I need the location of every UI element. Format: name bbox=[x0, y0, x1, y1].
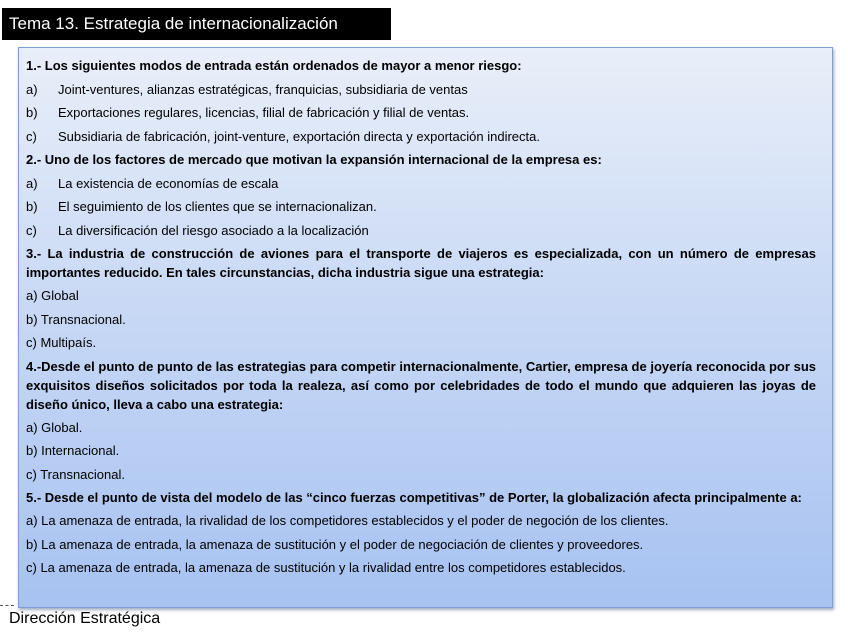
option-text: Subsidiaria de fabricación, joint-venture, exportación directa y exportación indirecta. bbox=[58, 128, 540, 144]
option-letter: b) bbox=[26, 199, 38, 214]
option-text: El seguimiento de los clientes que se internacionalizan. bbox=[58, 199, 377, 214]
option-letter: c) bbox=[26, 128, 37, 144]
question-5-option-c: c) La amenaza de entrada, la amenaza de sustitución y la rivalidad entre los competidores establecidos. bbox=[26, 560, 626, 575]
question-4-option-b: b) Internacional. bbox=[26, 443, 120, 458]
question-5-option-a: a) La amenaza de entrada, la rivalidad de los competidores establecidos y el poder de negoción de los clientes. bbox=[26, 513, 669, 528]
question-5-option-b: b) La amenaza de entrada, la amenaza de sustitución y el poder de negociación de clientes y proveedores. bbox=[26, 536, 644, 552]
option-letter: c) bbox=[26, 222, 37, 238]
option-letter: a) bbox=[26, 81, 38, 97]
option-letter: a) bbox=[26, 175, 38, 191]
question-4-option-a: a) Global. bbox=[26, 419, 83, 435]
question-5: 5.- Desde el punto de vista del modelo de las “cinco fuerzas competitivas” de Porter, la globalización afecta principalmente a: bbox=[26, 490, 802, 505]
question-2-option-a bbox=[26, 172, 816, 196]
option-letter: b) bbox=[26, 105, 38, 120]
slide-title: Tema 13. Estrategia de internacionalización bbox=[2, 8, 391, 40]
question-4-option-c: c) Transnacional. bbox=[26, 466, 125, 482]
question-1-option-a bbox=[26, 78, 816, 102]
questions-panel bbox=[18, 47, 833, 608]
footer-divider bbox=[0, 605, 14, 606]
question-1: 1.- Los siguientes modos de entrada están ordenados de mayor a menor riesgo: bbox=[26, 58, 522, 73]
question-2-option-c bbox=[26, 219, 816, 243]
option-text: Exportaciones regulares, licencias, filial de fabricación y filial de ventas. bbox=[58, 105, 470, 120]
question-2-option-b bbox=[26, 195, 816, 219]
question-3-option-c: c) Multipaís. bbox=[26, 335, 97, 350]
question-4: 4.-Desde el punto de punto de las estrategias para competir internacionalmente, Cartier, empresa de joyería reconocida por sus exquisitos diseños solicitados por toda la realeza, así como por celebridades de todo el mundo que adquieren las joyas de diseño único, lleva a cabo una estrategia: bbox=[26, 358, 816, 412]
question-3-option-a: a) Global bbox=[26, 288, 79, 303]
question-1-option-b bbox=[26, 101, 816, 125]
question-3-option-b: b) Transnacional. bbox=[26, 311, 126, 327]
question-2: 2.- Uno de los factores de mercado que motivan la expansión internacional de la empresa es: bbox=[26, 152, 602, 167]
option-text: La existencia de economías de escala bbox=[58, 175, 279, 191]
question-1-option-c bbox=[26, 125, 816, 149]
option-text: La diversificación del riesgo asociado a la localización bbox=[58, 222, 369, 238]
footer-label: Dirección Estratégica bbox=[9, 610, 161, 627]
option-text: Joint-ventures, alianzas estratégicas, franquicias, subsidiaria de ventas bbox=[58, 81, 468, 97]
question-3: 3.- La industria de construcción de aviones para el transporte de viajeros es especializada, con un número de empresas importantes reducido. En tales circunstancias, dicha industria sigue una estrategia: bbox=[26, 246, 816, 280]
